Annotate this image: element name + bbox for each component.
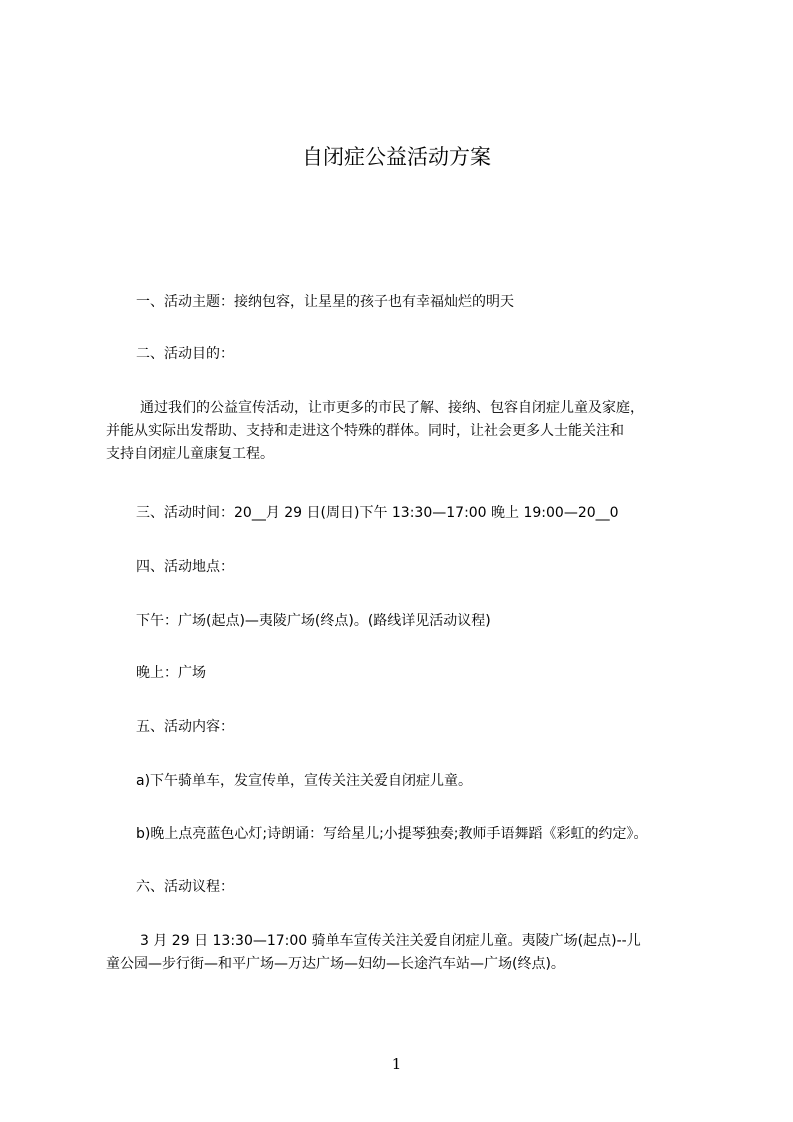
page-number: 1: [391, 1055, 402, 1073]
section-content-b: b)晚上点亮蓝色心灯;诗朗诵：写给星儿;小提琴独奏;教师手语舞蹈《彩虹的约定》。: [136, 826, 648, 842]
section-agenda-heading: 六、活动议程：: [136, 879, 234, 895]
section-agenda-paragraph: [106, 930, 716, 976]
section-theme: 一、活动主题：接纳包容，让星星的孩子也有幸福灿烂的明天: [136, 294, 514, 310]
purpose-line-3: 支持自闭症儿童康复工程。: [106, 446, 274, 462]
section-time: 三、活动时间：20__月 29 日(周日)下午 13:30—17:00 晚上 19:00—20__0: [136, 505, 619, 521]
purpose-line-1: 通过我们的公益宣传活动，让市更多的市民了解、接纳、包容自闭症儿童及家庭，: [140, 400, 644, 416]
agenda-line-1: 3 月 29 日 13:30—17:00 骑单车宣传关注关爱自闭症儿童。夷陵广场(起点)--儿: [140, 933, 641, 949]
section-location-heading: 四、活动地点：: [136, 559, 234, 575]
purpose-line-2: 并能从实际出发帮助、支持和走进这个特殊的群体。同时，让社会更多人士能关注和: [106, 423, 624, 439]
section-purpose-heading: 二、活动目的：: [136, 346, 234, 362]
section-content-heading: 五、活动内容：: [136, 719, 234, 735]
section-purpose-paragraph: [106, 397, 716, 466]
section-location-evening: 晚上：广场: [136, 665, 206, 681]
section-content-a: a)下午骑单车，发宣传单，宣传关注关爱自闭症儿童。: [136, 773, 473, 789]
document-title: 自闭症公益活动方案: [302, 145, 491, 169]
agenda-line-2: 童公园—步行街—和平广场—万达广场—妇幼—长途汽车站—广场(终点)。: [106, 956, 565, 972]
section-location-afternoon: 下午：广场(起点)—夷陵广场(终点)。(路线详见活动议程): [136, 613, 491, 629]
